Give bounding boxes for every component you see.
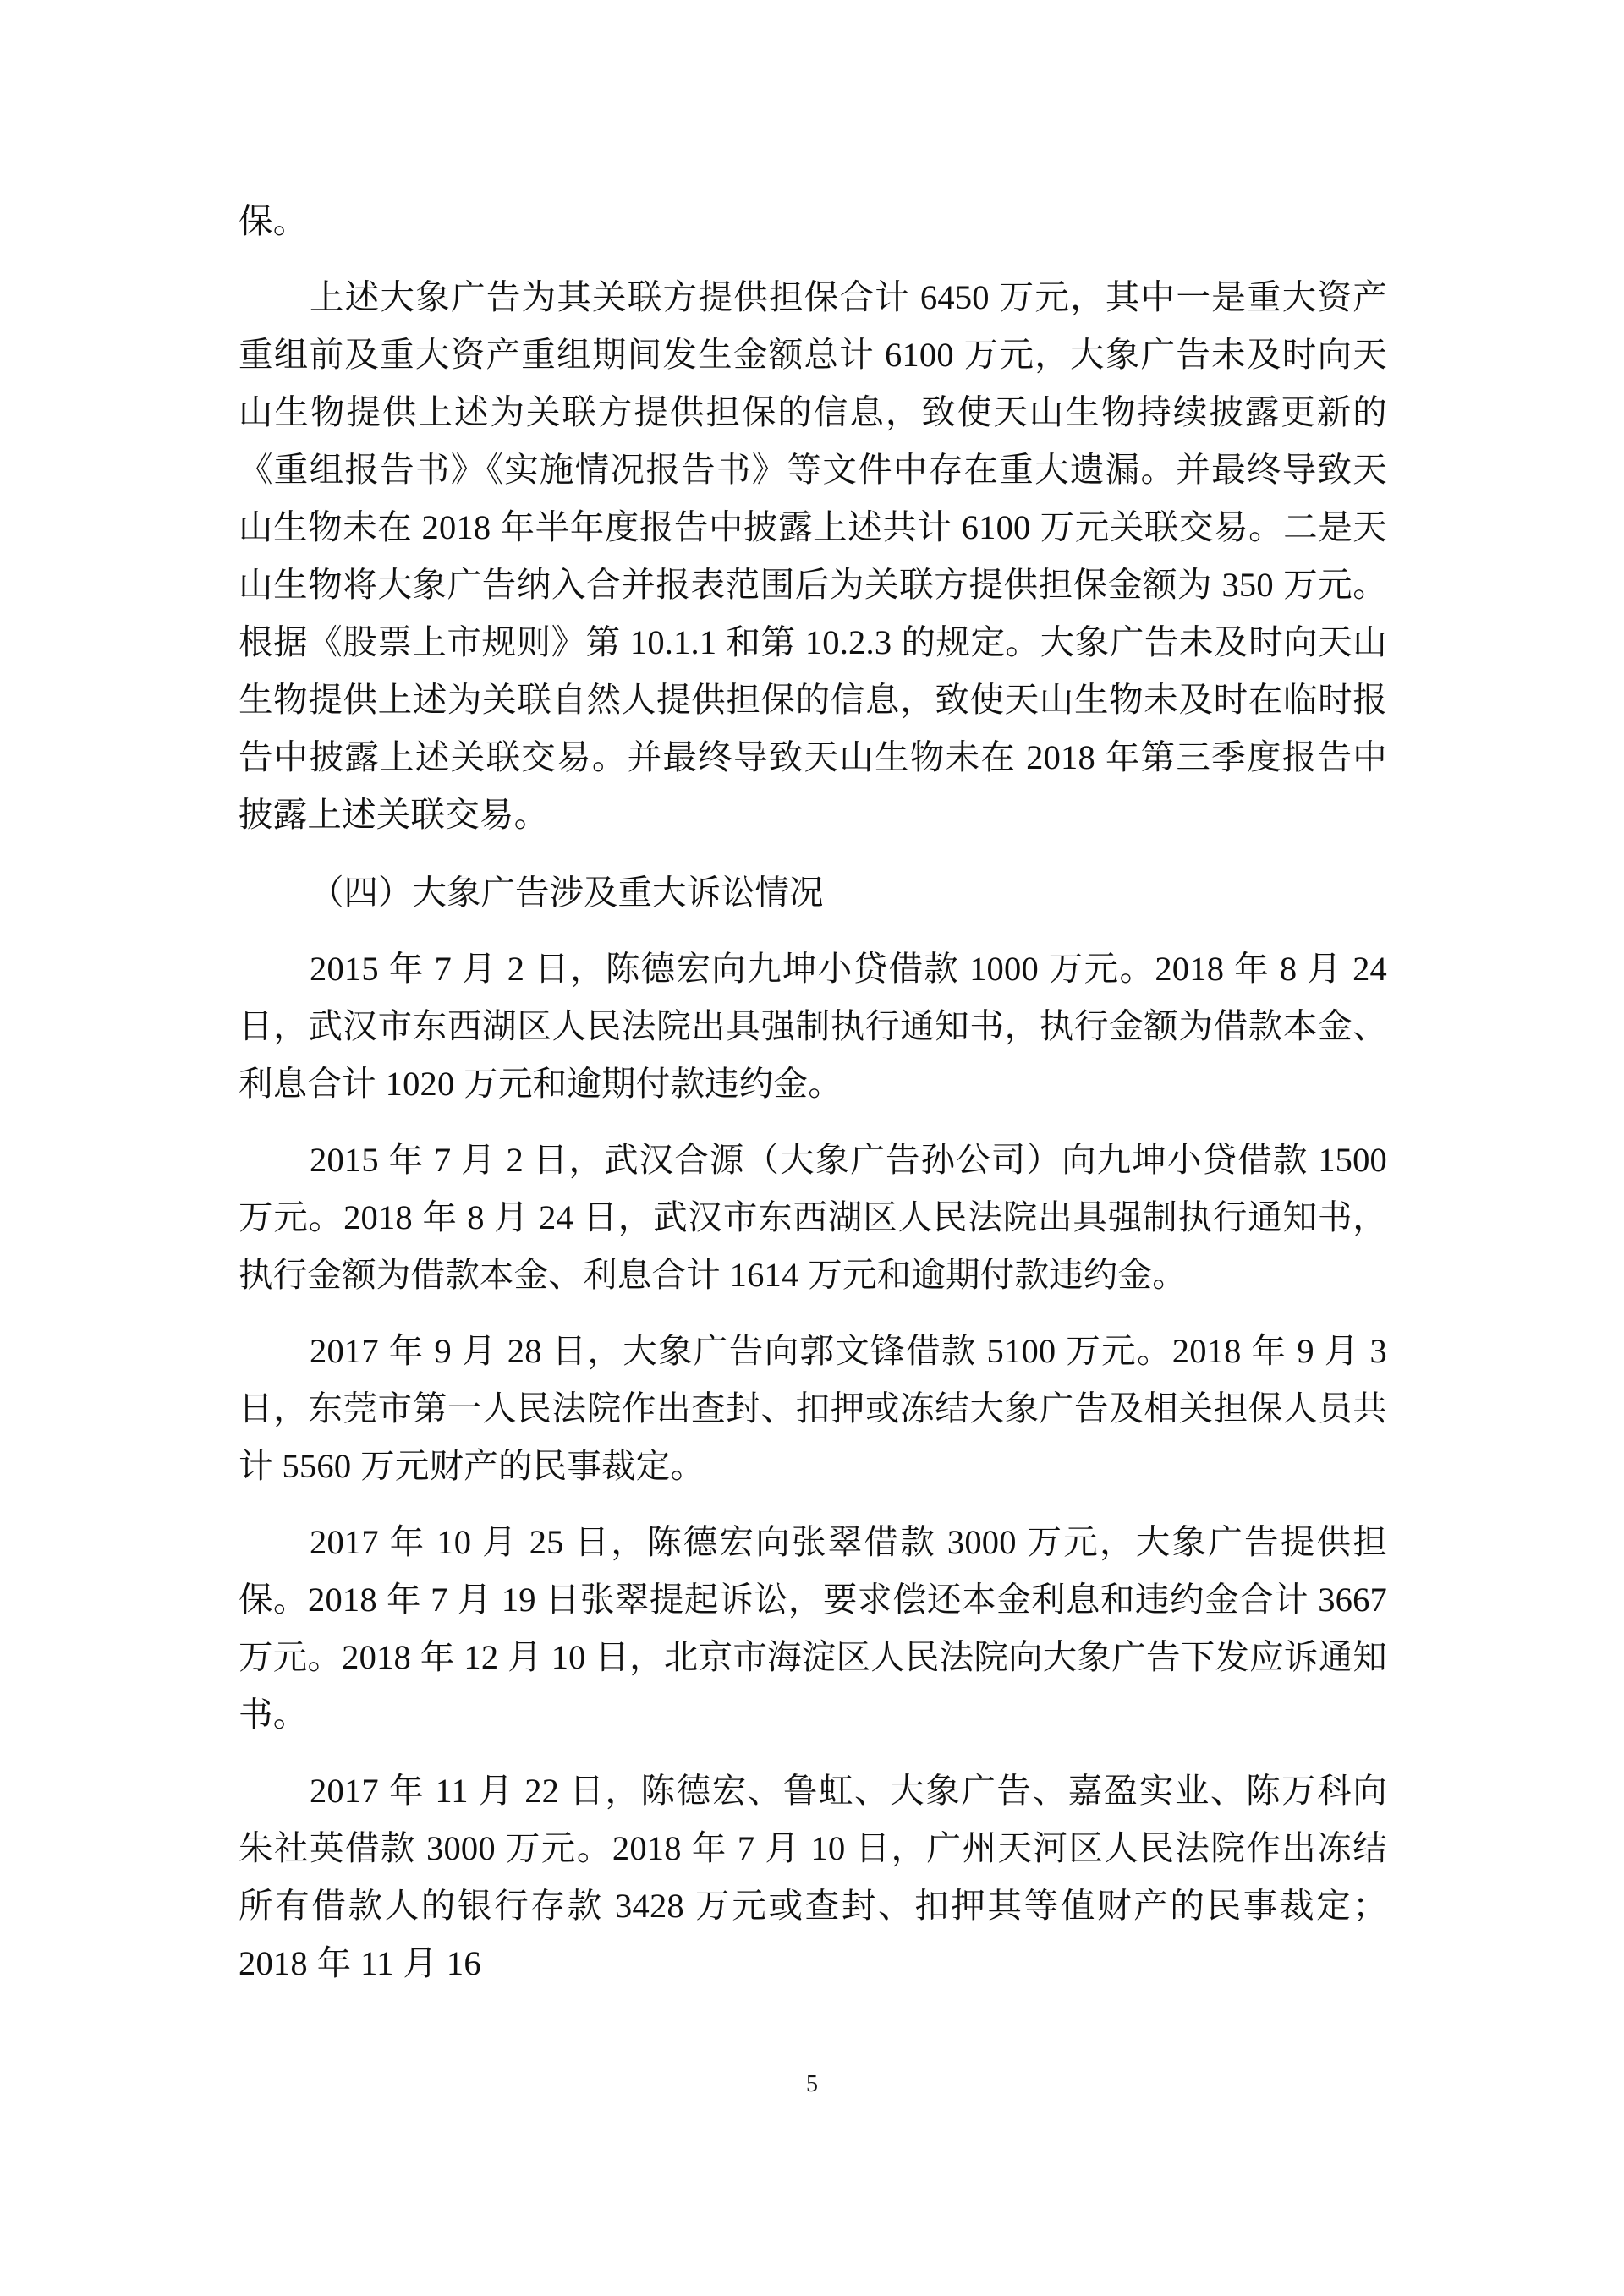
paragraph-case-2017-zhangcui-3000: 2017 年 10 月 25 日，陈德宏向张翠借款 3000 万元，大象广告提供担保。2018 年 7 月 19 日张翠提起诉讼，要求偿还本金利息和违约金合计 3667 万元。2018 年 12 月 10 日，北京市海淀区人民法院向大象广告下发应诉通知书。 <box>239 1523 1387 1734</box>
continuation-text: 保。 <box>239 202 308 240</box>
paragraph-case-2015-heyuan-1500: 2015 年 7 月 2 日，武汉合源（大象广告孙公司）向九坤小贷借款 1500 万元。2018 年 8 月 24 日，武汉市东西湖区人民法院出具强制执行通知书，执行金额为借款本金、利息合计 1614 万元和逾期付款违约金。 <box>239 1141 1387 1294</box>
paragraph-case-2017-guowenfeng-5100: 2017 年 9 月 28 日，大象广告向郭文锋借款 5100 万元。2018 年 9 月 3 日，东莞市第一人民法院作出查封、扣押或冻结大象广告及相关担保人员共计 5560 万元财产的民事裁定。 <box>239 1332 1387 1485</box>
page-content-area <box>239 193 1387 1992</box>
paragraph-guarantee-summary: 上述大象广告为其关联方提供担保合计 6450 万元，其中一是重大资产重组前及重大资产重组期间发生金额总计 6100 万元，大象广告未及时向天山生物提供上述为关联方提供担保的信息，致使天山生物持续披露更新的《重组报告书》《实施情况报告书》等文件中存在重大遗漏。并最终导致天山生物未在 2018 年半年度报告中披露上述共计 6100 万元关联交易。二是天山生物将大象广告纳入合并报表范围后为关联方提供担保金额为 350 万元。根据《股票上市规则》第 10.1.1 和第 10.2.3 的规定。大象广告未及时向天山生物提供上述为关联自然人提供担保的信息，致使天山生物未及时在临时报告中披露上述关联交易。并最终导致天山生物未在 2018 年第三季度报告中披露上述关联交易。 <box>239 278 1387 834</box>
page-number-footer: 5 <box>806 2071 818 2097</box>
section-heading-litigation: （四）大象广告涉及重大诉讼情况 <box>310 874 824 912</box>
paragraph-case-2017-zhusheying-3000: 2017 年 11 月 22 日，陈德宏、鲁虹、大象广告、嘉盈实业、陈万科向朱社英借款 3000 万元。2018 年 7 月 10 日，广州天河区人民法院作出冻结所有借款人的银行存款 3428 万元或查封、扣押其等值财产的民事裁定；2018 年 11 月 16 <box>239 1772 1387 1982</box>
paragraph-case-2015-jiukun-1000: 2015 年 7 月 2 日，陈德宏向九坤小贷借款 1000 万元。2018 年 8 月 24 日，武汉市东西湖区人民法院出具强制执行通知书，执行金额为借款本金、利息合计 1020 万元和逾期付款违约金。 <box>239 950 1387 1103</box>
